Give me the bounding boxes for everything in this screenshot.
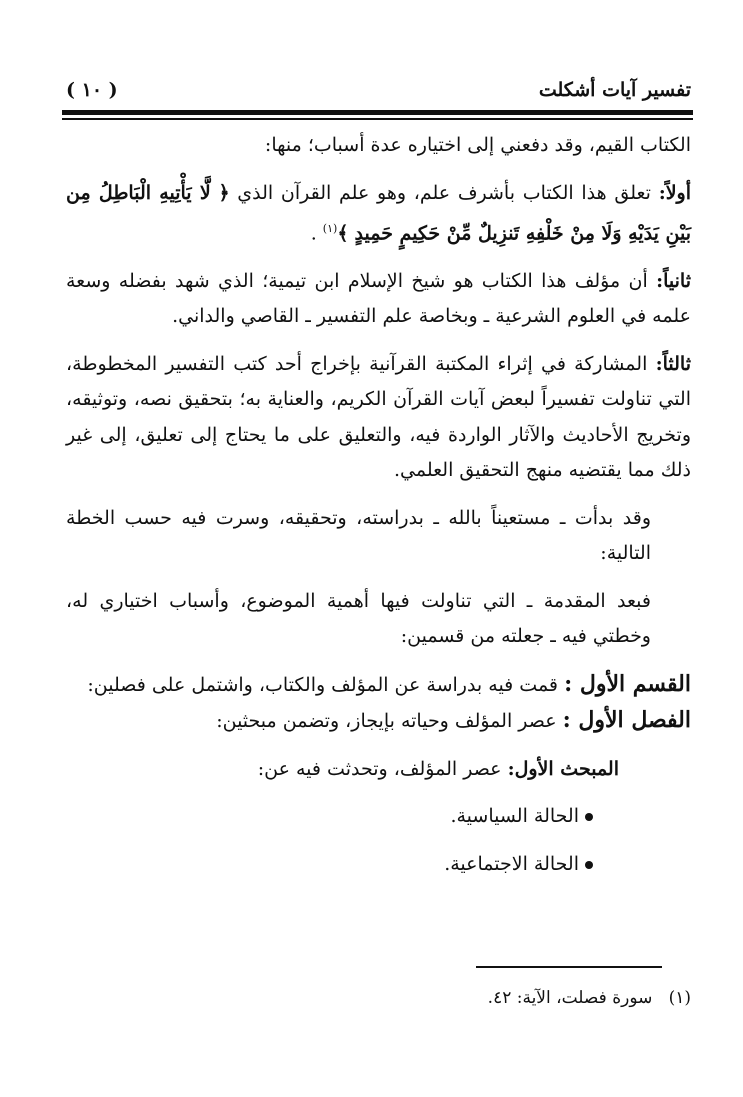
list-item: الحالة السياسية. (66, 799, 691, 835)
footnote-rule (476, 966, 662, 968)
bullet-icon (585, 861, 593, 869)
paragraph-third-reason: ثالثاً: المشاركة في إثراء المكتبة القرآنية بإخراج أحد كتب التفسير المخطوطة، التي تناولت تفسيراً لبعض آيات القرآن الكريم، والعناية به؛ بتحقيق نصه، وتوثيقه، وتخريج الأحاديث والآثار الواردة فيه، والتعليق على ما يحتاج إلى تعليق، إلى غير ذلك مما يقتضيه منهج التحقيق العلمي. (66, 352, 691, 482)
footnote-number: (١) (668, 988, 691, 1008)
label-part-one: القسم الأول : (564, 670, 691, 697)
paragraph-plan: وقد بدأت ـ مستعيناً بالله ـ بدراسته، وتحقيقه، وسرت فيه حسب الخطة التالية: (66, 506, 651, 565)
footnote (66, 984, 691, 1012)
paragraph-chapter-one: الفصل الأول : عصر المؤلف وحياته بإيجاز، وتضمن مبحثين: (216, 707, 691, 734)
paragraph-first-reason: أولاً: تعلق هذا الكتاب بأشرف علم، وهو علم القرآن الذي ﴿ لَّا يَأْتِيهِ الْبَاطِلُ مِن بَيْنِ يَدَيْهِ وَلَا مِنْ خَلْفِهِ تَنزِيلٌ مِّنْ حَكِيمٍ حَمِيدٍ ﴾$^{(١)}$ . (66, 181, 691, 245)
page-header (66, 74, 691, 106)
paragraph-structure: فبعد المقدمة ـ التي تناولت فيها أهمية الموضوع، وأسباب اختياري له، وخطتي فيه ـ جعلته من قسمين: (66, 589, 651, 648)
footnote-ref: (١) (322, 222, 338, 235)
bullet-icon (585, 813, 593, 821)
header-rule-thick (62, 110, 693, 115)
label-third: ثالثاً: (655, 352, 691, 375)
label-section-one: المبحث الأول: (507, 757, 619, 780)
paragraph-second-reason: ثانياً: أن مؤلف هذا الكتاب هو شيخ الإسلام ابن تيمية؛ الذي شهد بفضله وسعة علمه في العلوم الشرعية ـ وبخاصة علم التفسير ـ القاصي والداني. (66, 269, 691, 328)
label-second: ثانياً: (656, 269, 691, 292)
book-title: تفسير آيات أشكلت (538, 79, 691, 101)
paragraph-intro: الكتاب القيم، وقد دفعني إلى اختياره عدة أسباب؛ منها: (264, 134, 691, 156)
paragraph-part-one: القسم الأول : قمت فيه بدراسة عن المؤلف والكتاب، واشتمل على فصلين: (87, 670, 691, 697)
quran-brace-open: ﴿ (218, 181, 230, 204)
header-rule-thin (62, 118, 693, 120)
page-number: ( ١٠ ) (66, 79, 118, 101)
label-chapter-one: الفصل الأول : (562, 707, 691, 734)
list-item: الحالة الاجتماعية. (66, 847, 691, 883)
paragraph-section-one: المبحث الأول: عصر المؤلف، وتحدثت فيه عن: (257, 757, 619, 780)
footnote-text: سورة فصلت، الآية: ٤٢. (487, 988, 653, 1008)
label-first: أولاً: (658, 181, 691, 204)
quran-verse: لَّا يَأْتِيهِ الْبَاطِلُ مِن بَيْنِ يَدَيْهِ وَلَا مِنْ خَلْفِهِ تَنزِيلٌ مِّنْ حَكِيمٍ حَمِيدٍ (66, 181, 691, 245)
quran-brace-close: ﴾ (337, 222, 349, 245)
page-body (66, 128, 691, 882)
